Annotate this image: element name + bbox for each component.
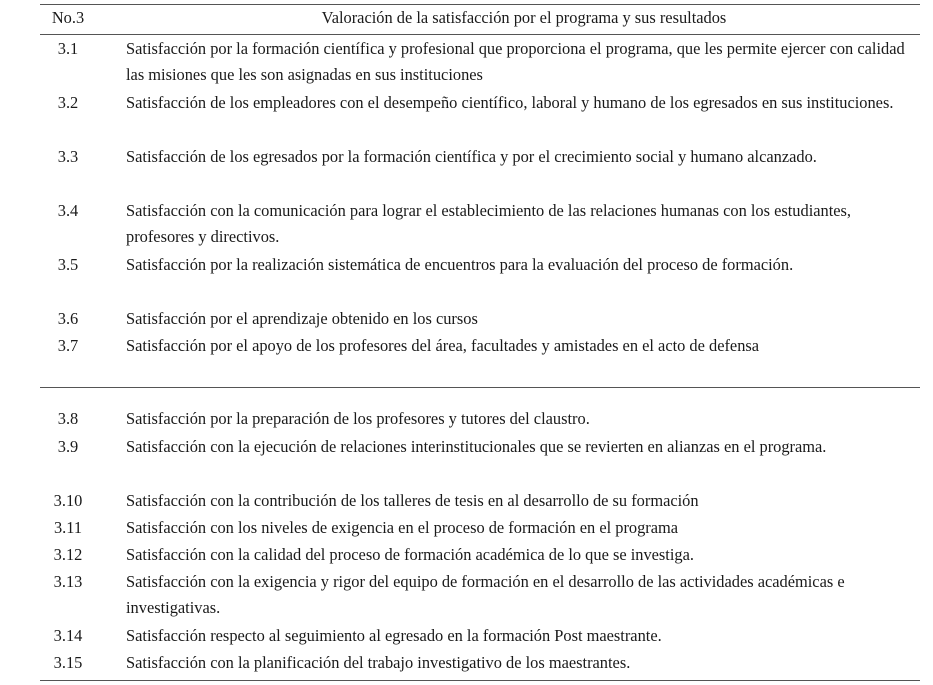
row-text: Satisfacción con la planificación del trabajo investigativo de los maestrantes. <box>126 653 631 672</box>
row-number: 3.3 <box>57 147 79 166</box>
row-number: 3.2 <box>57 93 79 112</box>
row-text: Satisfacción por el aprendizaje obtenido en los cursos <box>126 309 478 328</box>
row-text: Satisfacción con la contribución de los talleres de tesis en al desarrollo de su formación <box>126 491 699 510</box>
row-text: Satisfacción por la realización sistemática de encuentros para la evaluación del proceso de formación. <box>126 255 794 274</box>
row-number: 3.14 <box>53 626 83 645</box>
row-number: 3.7 <box>57 336 79 355</box>
row-text: Satisfacción con la ejecución de relaciones interinstitucionales que se revierten en alianzas en el programa. <box>126 437 827 456</box>
bottom-rule <box>40 680 920 681</box>
header-number: No.3 <box>51 8 85 27</box>
row-number: 3.4 <box>57 201 79 220</box>
row-text: Satisfacción por la preparación de los profesores y tutores del claustro. <box>126 409 590 428</box>
header-rule <box>40 34 920 35</box>
row-text: Satisfacción con los niveles de exigencia en el proceso de formación en el programa <box>126 518 679 537</box>
section-rule <box>40 387 920 388</box>
row-number: 3.12 <box>53 545 83 564</box>
row-text: Satisfacción con la calidad del proceso de formación académica de lo que se investiga. <box>126 545 694 564</box>
row-number: 3.8 <box>57 409 79 428</box>
header-title: Valoración de la satisfacción por el programa y sus resultados <box>321 8 727 27</box>
row-number: 3.9 <box>57 437 79 456</box>
row-number: 3.6 <box>57 309 79 328</box>
row-text: Satisfacción con la exigencia y rigor del equipo de formación en el desarrollo de las actividades académicas e investigativas. <box>126 572 845 617</box>
row-number: 3.5 <box>57 255 79 274</box>
row-number: 3.11 <box>53 518 83 537</box>
row-text: Satisfacción por la formación científica y profesional que proporciona el programa, que les permite ejercer con calidad las misiones que les son asignadas en sus instituciones <box>126 39 905 84</box>
row-text: Satisfacción de los egresados por la formación científica y por el crecimiento social y humano alcanzado. <box>126 147 817 166</box>
row-number: 3.10 <box>53 491 83 510</box>
row-text: Satisfacción con la comunicación para lograr el establecimiento de las relaciones humanas con los estudiantes, profesores y directivos. <box>126 201 852 246</box>
row-text: Satisfacción por el apoyo de los profesores del área, facultades y amistades en el acto de defensa <box>126 336 760 355</box>
row-text: Satisfacción respecto al seguimiento al egresado en la formación Post maestrante. <box>126 626 662 645</box>
row-text: Satisfacción de los empleadores con el desempeño científico, laboral y humano de los egresados en sus instituciones. <box>126 93 894 112</box>
row-number: 3.15 <box>53 653 83 672</box>
row-number: 3.13 <box>53 572 83 591</box>
row-number: 3.1 <box>57 39 79 58</box>
